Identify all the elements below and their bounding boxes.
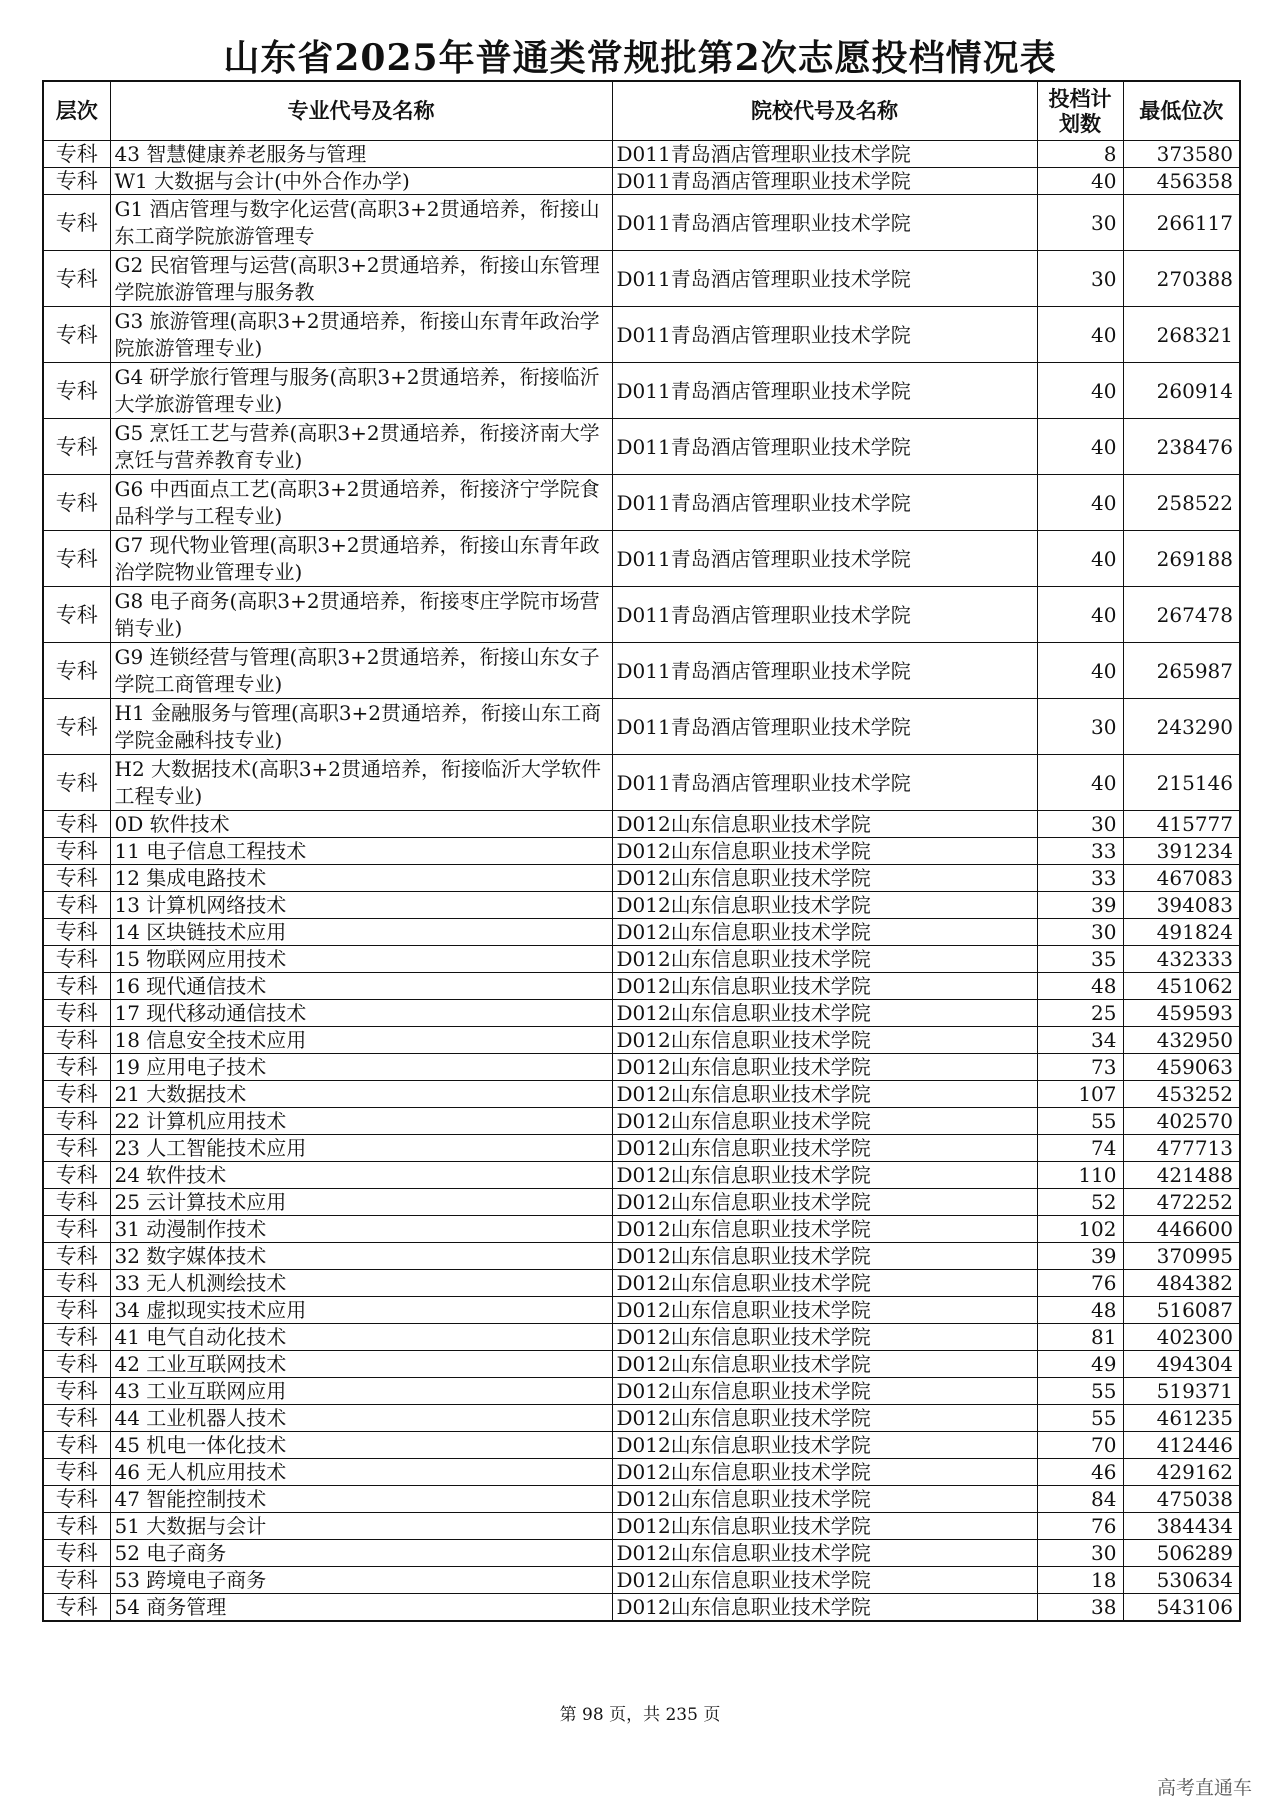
- cell-major: G1 酒店管理与数字化运营(高职3+2贯通培养，衔接山东工商学院旅游管理专: [110, 195, 612, 251]
- table-row: [43, 1324, 1240, 1351]
- cell-school: D012山东信息职业技术学院: [612, 838, 1037, 865]
- cell-rank: 238476: [1123, 419, 1240, 475]
- cell-major: 14 区块链技术应用: [110, 919, 612, 946]
- cell-level: 专科: [43, 1432, 110, 1459]
- cell-major: 22 计算机应用技术: [110, 1108, 612, 1135]
- cell-major: 42 工业互联网技术: [110, 1351, 612, 1378]
- cell-major: 17 现代移动通信技术: [110, 1000, 612, 1027]
- cell-school: D012山东信息职业技术学院: [612, 1027, 1037, 1054]
- cell-major: 45 机电一体化技术: [110, 1432, 612, 1459]
- cell-plan: 74: [1037, 1135, 1123, 1162]
- cell-school: D011青岛酒店管理职业技术学院: [612, 307, 1037, 363]
- cell-plan: 55: [1037, 1405, 1123, 1432]
- table-row: [43, 1405, 1240, 1432]
- cell-school: D012山东信息职业技术学院: [612, 1486, 1037, 1513]
- cell-plan: 38: [1037, 1594, 1123, 1622]
- cell-plan: 30: [1037, 251, 1123, 307]
- cell-major: 13 计算机网络技术: [110, 892, 612, 919]
- cell-rank: 270388: [1123, 251, 1240, 307]
- table-row: [43, 1540, 1240, 1567]
- cell-rank: 258522: [1123, 475, 1240, 531]
- table-row: [43, 1459, 1240, 1486]
- cell-level: 专科: [43, 1054, 110, 1081]
- cell-school: D012山东信息职业技术学院: [612, 1243, 1037, 1270]
- cell-major: 43 智慧健康养老服务与管理: [110, 141, 612, 168]
- table-row: [43, 973, 1240, 1000]
- cell-level: 专科: [43, 1540, 110, 1567]
- cell-plan: 40: [1037, 419, 1123, 475]
- column-header-level: 层次: [43, 81, 110, 141]
- cell-level: 专科: [43, 1162, 110, 1189]
- cell-rank: 461235: [1123, 1405, 1240, 1432]
- cell-rank: 373580: [1123, 141, 1240, 168]
- cell-level: 专科: [43, 1567, 110, 1594]
- cell-rank: 506289: [1123, 1540, 1240, 1567]
- cell-rank: 384434: [1123, 1513, 1240, 1540]
- table-row: [43, 141, 1240, 168]
- cell-plan: 70: [1037, 1432, 1123, 1459]
- cell-level: 专科: [43, 141, 110, 168]
- cell-plan: 55: [1037, 1378, 1123, 1405]
- cell-major: G7 现代物业管理(高职3+2贯通培养，衔接山东青年政治学院物业管理专业): [110, 531, 612, 587]
- cell-level: 专科: [43, 1081, 110, 1108]
- cell-school: D012山东信息职业技术学院: [612, 1378, 1037, 1405]
- table-row: [43, 1216, 1240, 1243]
- cell-level: 专科: [43, 1324, 110, 1351]
- cell-rank: 394083: [1123, 892, 1240, 919]
- cell-major: 15 物联网应用技术: [110, 946, 612, 973]
- table-row: [43, 1351, 1240, 1378]
- cell-level: 专科: [43, 946, 110, 973]
- cell-plan: 73: [1037, 1054, 1123, 1081]
- cell-rank: 456358: [1123, 168, 1240, 195]
- cell-rank: 451062: [1123, 973, 1240, 1000]
- table-row: [43, 838, 1240, 865]
- table-row: [43, 475, 1240, 531]
- cell-school: D012山东信息职业技术学院: [612, 1081, 1037, 1108]
- cell-school: D011青岛酒店管理职业技术学院: [612, 168, 1037, 195]
- cell-level: 专科: [43, 1405, 110, 1432]
- cell-level: 专科: [43, 643, 110, 699]
- table-row: [43, 946, 1240, 973]
- cell-major: H2 大数据技术(高职3+2贯通培养，衔接临沂大学软件工程专业): [110, 755, 612, 811]
- cell-plan: 81: [1037, 1324, 1123, 1351]
- cell-rank: 475038: [1123, 1486, 1240, 1513]
- cell-rank: 415777: [1123, 811, 1240, 838]
- cell-rank: 266117: [1123, 195, 1240, 251]
- cell-school: D012山东信息职业技术学院: [612, 1135, 1037, 1162]
- cell-rank: 267478: [1123, 587, 1240, 643]
- table-row: [43, 1027, 1240, 1054]
- cell-major: G2 民宿管理与运营(高职3+2贯通培养，衔接山东管理学院旅游管理与服务教: [110, 251, 612, 307]
- cell-plan: 48: [1037, 1297, 1123, 1324]
- cell-major: 41 电气自动化技术: [110, 1324, 612, 1351]
- table-row: [43, 919, 1240, 946]
- cell-plan: 30: [1037, 699, 1123, 755]
- cell-plan: 40: [1037, 363, 1123, 419]
- cell-major: 54 商务管理: [110, 1594, 612, 1622]
- cell-level: 专科: [43, 1459, 110, 1486]
- cell-plan: 25: [1037, 1000, 1123, 1027]
- cell-level: 专科: [43, 838, 110, 865]
- table-body: [43, 141, 1240, 1622]
- cell-school: D011青岛酒店管理职业技术学院: [612, 419, 1037, 475]
- cell-school: D011青岛酒店管理职业技术学院: [612, 141, 1037, 168]
- table-row: [43, 1135, 1240, 1162]
- cell-plan: 52: [1037, 1189, 1123, 1216]
- cell-rank: 494304: [1123, 1351, 1240, 1378]
- cell-major: 51 大数据与会计: [110, 1513, 612, 1540]
- cell-major: 16 现代通信技术: [110, 973, 612, 1000]
- cell-level: 专科: [43, 251, 110, 307]
- cell-level: 专科: [43, 363, 110, 419]
- cell-level: 专科: [43, 1513, 110, 1540]
- cell-rank: 453252: [1123, 1081, 1240, 1108]
- cell-level: 专科: [43, 1486, 110, 1513]
- cell-level: 专科: [43, 475, 110, 531]
- cell-rank: 543106: [1123, 1594, 1240, 1622]
- column-header-plan: 投档计划数: [1037, 81, 1123, 141]
- cell-major: G3 旅游管理(高职3+2贯通培养，衔接山东青年政治学院旅游管理专业): [110, 307, 612, 363]
- cell-school: D012山东信息职业技术学院: [612, 1108, 1037, 1135]
- cell-major: 34 虚拟现实技术应用: [110, 1297, 612, 1324]
- table-row: [43, 643, 1240, 699]
- cell-plan: 40: [1037, 307, 1123, 363]
- cell-major: 0D 软件技术: [110, 811, 612, 838]
- cell-rank: 402300: [1123, 1324, 1240, 1351]
- cell-major: 12 集成电路技术: [110, 865, 612, 892]
- cell-rank: 421488: [1123, 1162, 1240, 1189]
- cell-plan: 35: [1037, 946, 1123, 973]
- table-row: [43, 1486, 1240, 1513]
- cell-level: 专科: [43, 1243, 110, 1270]
- table-row: [43, 811, 1240, 838]
- table-row: [43, 699, 1240, 755]
- cell-plan: 33: [1037, 838, 1123, 865]
- cell-major: G5 烹饪工艺与营养(高职3+2贯通培养，衔接济南大学烹饪与营养教育专业): [110, 419, 612, 475]
- table-row: [43, 1513, 1240, 1540]
- cell-level: 专科: [43, 1594, 110, 1622]
- cell-level: 专科: [43, 1108, 110, 1135]
- table-row: [43, 419, 1240, 475]
- cell-school: D012山东信息职业技术学院: [612, 973, 1037, 1000]
- cell-rank: 402570: [1123, 1108, 1240, 1135]
- cell-plan: 40: [1037, 643, 1123, 699]
- cell-level: 专科: [43, 892, 110, 919]
- table-row: [43, 307, 1240, 363]
- cell-plan: 48: [1037, 973, 1123, 1000]
- cell-school: D012山东信息职业技术学院: [612, 811, 1037, 838]
- cell-major: 44 工业机器人技术: [110, 1405, 612, 1432]
- cell-plan: 30: [1037, 811, 1123, 838]
- cell-level: 专科: [43, 1135, 110, 1162]
- cell-level: 专科: [43, 1027, 110, 1054]
- cell-rank: 516087: [1123, 1297, 1240, 1324]
- cell-school: D011青岛酒店管理职业技术学院: [612, 475, 1037, 531]
- cell-school: D011青岛酒店管理职业技术学院: [612, 699, 1037, 755]
- table-row: [43, 363, 1240, 419]
- cell-school: D012山东信息职业技术学院: [612, 1594, 1037, 1622]
- cell-level: 专科: [43, 1000, 110, 1027]
- cell-plan: 39: [1037, 892, 1123, 919]
- cell-rank: 370995: [1123, 1243, 1240, 1270]
- cell-plan: 39: [1037, 1243, 1123, 1270]
- cell-major: 33 无人机测绘技术: [110, 1270, 612, 1297]
- cell-level: 专科: [43, 307, 110, 363]
- cell-plan: 46: [1037, 1459, 1123, 1486]
- cell-rank: 265987: [1123, 643, 1240, 699]
- cell-level: 专科: [43, 168, 110, 195]
- cell-rank: 491824: [1123, 919, 1240, 946]
- table-row: [43, 168, 1240, 195]
- admission-table: [42, 80, 1241, 1622]
- cell-plan: 8: [1037, 141, 1123, 168]
- table-row: [43, 1054, 1240, 1081]
- cell-school: D012山东信息职业技术学院: [612, 1405, 1037, 1432]
- cell-plan: 110: [1037, 1162, 1123, 1189]
- cell-major: 52 电子商务: [110, 1540, 612, 1567]
- cell-rank: 268321: [1123, 307, 1240, 363]
- cell-level: 专科: [43, 1189, 110, 1216]
- cell-level: 专科: [43, 1270, 110, 1297]
- cell-rank: 477713: [1123, 1135, 1240, 1162]
- cell-rank: 260914: [1123, 363, 1240, 419]
- cell-school: D011青岛酒店管理职业技术学院: [612, 755, 1037, 811]
- cell-school: D011青岛酒店管理职业技术学院: [612, 251, 1037, 307]
- cell-level: 专科: [43, 699, 110, 755]
- cell-major: 25 云计算技术应用: [110, 1189, 612, 1216]
- cell-major: 21 大数据技术: [110, 1081, 612, 1108]
- table-row: [43, 1243, 1240, 1270]
- cell-plan: 55: [1037, 1108, 1123, 1135]
- cell-level: 专科: [43, 811, 110, 838]
- table-row: [43, 1081, 1240, 1108]
- cell-level: 专科: [43, 531, 110, 587]
- table-row: [43, 251, 1240, 307]
- cell-school: D011青岛酒店管理职业技术学院: [612, 531, 1037, 587]
- cell-school: D011青岛酒店管理职业技术学院: [612, 643, 1037, 699]
- cell-major: 23 人工智能技术应用: [110, 1135, 612, 1162]
- cell-plan: 49: [1037, 1351, 1123, 1378]
- cell-plan: 84: [1037, 1486, 1123, 1513]
- cell-plan: 76: [1037, 1270, 1123, 1297]
- table-row: [43, 865, 1240, 892]
- cell-plan: 33: [1037, 865, 1123, 892]
- cell-major: 32 数字媒体技术: [110, 1243, 612, 1270]
- column-header-rank: 最低位次: [1123, 81, 1240, 141]
- table-row: [43, 1297, 1240, 1324]
- cell-school: D012山东信息职业技术学院: [612, 1513, 1037, 1540]
- cell-level: 专科: [43, 973, 110, 1000]
- page-title: 山东省2025年普通类常规批第2次志愿投档情况表: [223, 37, 1057, 79]
- cell-plan: 40: [1037, 587, 1123, 643]
- cell-rank: 446600: [1123, 1216, 1240, 1243]
- cell-school: D012山东信息职业技术学院: [612, 1162, 1037, 1189]
- header-row: [43, 81, 1240, 141]
- cell-major: H1 金融服务与管理(高职3+2贯通培养，衔接山东工商学院金融科技专业): [110, 699, 612, 755]
- cell-school: D012山东信息职业技术学院: [612, 1297, 1037, 1324]
- cell-plan: 40: [1037, 168, 1123, 195]
- cell-school: D012山东信息职业技术学院: [612, 1567, 1037, 1594]
- cell-school: D012山东信息职业技术学院: [612, 1459, 1037, 1486]
- table-row: [43, 1432, 1240, 1459]
- cell-plan: 40: [1037, 755, 1123, 811]
- cell-rank: 467083: [1123, 865, 1240, 892]
- cell-school: D012山东信息职业技术学院: [612, 892, 1037, 919]
- cell-school: D012山东信息职业技术学院: [612, 919, 1037, 946]
- cell-school: D012山东信息职业技术学院: [612, 1432, 1037, 1459]
- cell-major: 19 应用电子技术: [110, 1054, 612, 1081]
- cell-rank: 519371: [1123, 1378, 1240, 1405]
- cell-plan: 18: [1037, 1567, 1123, 1594]
- table-row: [43, 195, 1240, 251]
- cell-school: D012山东信息职业技术学院: [612, 1054, 1037, 1081]
- cell-major: 24 软件技术: [110, 1162, 612, 1189]
- cell-school: D012山东信息职业技术学院: [612, 865, 1037, 892]
- cell-rank: 269188: [1123, 531, 1240, 587]
- table-row: [43, 1378, 1240, 1405]
- cell-school: D012山东信息职业技术学院: [612, 946, 1037, 973]
- cell-level: 专科: [43, 919, 110, 946]
- cell-rank: 530634: [1123, 1567, 1240, 1594]
- cell-rank: 432950: [1123, 1027, 1240, 1054]
- table-row: [43, 587, 1240, 643]
- cell-plan: 30: [1037, 195, 1123, 251]
- cell-major: 11 电子信息工程技术: [110, 838, 612, 865]
- cell-plan: 102: [1037, 1216, 1123, 1243]
- cell-major: 18 信息安全技术应用: [110, 1027, 612, 1054]
- cell-major: 47 智能控制技术: [110, 1486, 612, 1513]
- cell-school: D011青岛酒店管理职业技术学院: [612, 195, 1037, 251]
- cell-level: 专科: [43, 1351, 110, 1378]
- cell-school: D012山东信息职业技术学院: [612, 1351, 1037, 1378]
- table-row: [43, 892, 1240, 919]
- column-header-major: 专业代号及名称: [110, 81, 612, 141]
- cell-level: 专科: [43, 419, 110, 475]
- cell-rank: 215146: [1123, 755, 1240, 811]
- cell-major: 46 无人机应用技术: [110, 1459, 612, 1486]
- cell-plan: 34: [1037, 1027, 1123, 1054]
- cell-rank: 484382: [1123, 1270, 1240, 1297]
- cell-plan: 107: [1037, 1081, 1123, 1108]
- cell-rank: 459063: [1123, 1054, 1240, 1081]
- cell-rank: 412446: [1123, 1432, 1240, 1459]
- cell-plan: 40: [1037, 531, 1123, 587]
- cell-rank: 432333: [1123, 946, 1240, 973]
- cell-plan: 40: [1037, 475, 1123, 531]
- cell-school: D012山东信息职业技术学院: [612, 1270, 1037, 1297]
- cell-school: D012山东信息职业技术学院: [612, 1540, 1037, 1567]
- cell-level: 专科: [43, 587, 110, 643]
- cell-level: 专科: [43, 1216, 110, 1243]
- cell-school: D011青岛酒店管理职业技术学院: [612, 587, 1037, 643]
- cell-rank: 472252: [1123, 1189, 1240, 1216]
- cell-level: 专科: [43, 1297, 110, 1324]
- cell-school: D012山东信息职业技术学院: [612, 1216, 1037, 1243]
- cell-major: G8 电子商务(高职3+2贯通培养，衔接枣庄学院市场营销专业): [110, 587, 612, 643]
- cell-major: G9 连锁经营与管理(高职3+2贯通培养，衔接山东女子学院工商管理专业): [110, 643, 612, 699]
- cell-major: 31 动漫制作技术: [110, 1216, 612, 1243]
- table-row: [43, 1000, 1240, 1027]
- cell-major: G6 中西面点工艺(高职3+2贯通培养，衔接济宁学院食品科学与工程专业): [110, 475, 612, 531]
- cell-school: D011青岛酒店管理职业技术学院: [612, 363, 1037, 419]
- cell-school: D012山东信息职业技术学院: [612, 1000, 1037, 1027]
- cell-level: 专科: [43, 865, 110, 892]
- table-row: [43, 1162, 1240, 1189]
- cell-major: G4 研学旅行管理与服务(高职3+2贯通培养，衔接临沂大学旅游管理专业): [110, 363, 612, 419]
- cell-rank: 459593: [1123, 1000, 1240, 1027]
- cell-major: W1 大数据与会计(中外合作办学): [110, 168, 612, 195]
- table-row: [43, 1108, 1240, 1135]
- cell-rank: 243290: [1123, 699, 1240, 755]
- cell-level: 专科: [43, 195, 110, 251]
- cell-major: 43 工业互联网应用: [110, 1378, 612, 1405]
- table-row: [43, 1189, 1240, 1216]
- cell-plan: 30: [1037, 919, 1123, 946]
- table-row: [43, 1567, 1240, 1594]
- cell-plan: 30: [1037, 1540, 1123, 1567]
- table-row: [43, 1594, 1240, 1622]
- table-row: [43, 755, 1240, 811]
- cell-level: 专科: [43, 1378, 110, 1405]
- cell-level: 专科: [43, 755, 110, 811]
- cell-rank: 391234: [1123, 838, 1240, 865]
- cell-major: 53 跨境电子商务: [110, 1567, 612, 1594]
- cell-plan: 76: [1037, 1513, 1123, 1540]
- cell-school: D012山东信息职业技术学院: [612, 1189, 1037, 1216]
- table-row: [43, 1270, 1240, 1297]
- watermark: 高考直通车: [1156, 1777, 1252, 1799]
- page-number: 第 98 页，共 235 页: [559, 1705, 721, 1725]
- cell-rank: 429162: [1123, 1459, 1240, 1486]
- table-row: [43, 531, 1240, 587]
- column-header-school: 院校代号及名称: [612, 81, 1037, 141]
- cell-school: D012山东信息职业技术学院: [612, 1324, 1037, 1351]
